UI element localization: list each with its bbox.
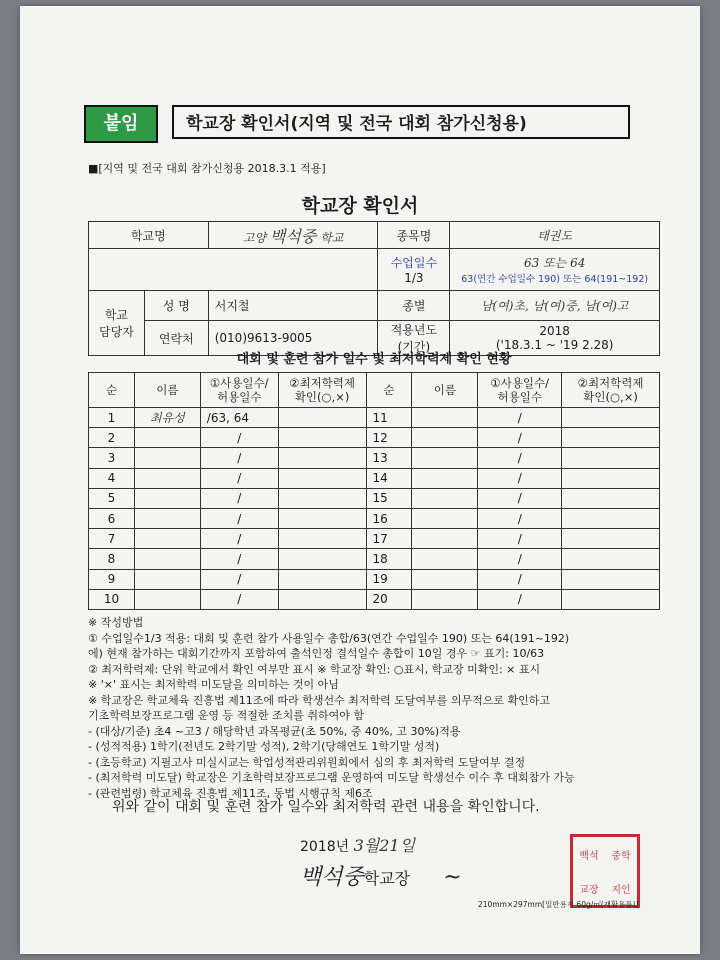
table-row — [89, 508, 660, 528]
contact-value: (010)9613-9005 — [208, 321, 378, 356]
table-row — [89, 488, 660, 508]
instructions — [88, 615, 668, 801]
row-name — [134, 589, 200, 609]
row-no: 13 — [366, 448, 412, 468]
row-days: / — [200, 589, 278, 609]
days-value: 63 또는 64 — [523, 256, 586, 270]
row-no: 7 — [89, 529, 135, 549]
seal-char: 교장 — [579, 884, 599, 896]
row-no: 16 — [366, 508, 412, 528]
school-suffix: 학교 — [320, 230, 344, 245]
row-min — [278, 468, 366, 488]
days-label-cell — [378, 249, 450, 291]
applicable-note: ■[지역 및 전국 대회 참가신청용 2018.3.1 적용] — [88, 162, 326, 175]
manager-label-2: 담당자 — [99, 325, 134, 339]
row-min — [562, 408, 660, 428]
header-title: 학교장 확인서(지역 및 전국 대회 참가신청용) — [172, 105, 630, 139]
row-days: / — [200, 468, 278, 488]
row-name — [412, 448, 478, 468]
row-min — [562, 589, 660, 609]
official-seal-icon — [570, 834, 640, 908]
col-min-header-right — [562, 373, 660, 408]
col-days-header-right — [478, 373, 562, 408]
row-min — [278, 508, 366, 528]
col-min-header-right-2: 확인(○,×) — [583, 390, 638, 404]
row-days: / — [478, 589, 562, 609]
document-title: 학교장 확인서 — [301, 195, 419, 217]
row-days: / — [478, 549, 562, 569]
date-year: 2018년 — [300, 839, 350, 855]
col-no-header: 순 — [89, 373, 135, 408]
row-name — [134, 428, 200, 448]
col-days-header-right-1: ①사용일수/ — [490, 376, 550, 390]
row-no: 18 — [366, 549, 412, 569]
row-no: 14 — [366, 468, 412, 488]
table-row — [89, 589, 660, 609]
row-days: / — [200, 529, 278, 549]
table-row — [89, 529, 660, 549]
confirmation-text: 위와 같이 대회 및 훈련 참가 일수와 최저학력 관련 내용을 확인합니다. — [112, 799, 540, 815]
row-no: 3 — [89, 448, 135, 468]
info-table — [88, 221, 660, 356]
row-no: 5 — [89, 488, 135, 508]
signature-mark-icon: ~ — [443, 865, 462, 890]
signer-handwritten-name: 백석중 — [300, 865, 364, 890]
note-line: ② 최저학력제: 단위 학교에서 확인 여부만 표시 ※ 학교장 확인: ○표시, 학교장 미확인: × 표시 — [88, 662, 541, 676]
row-min — [562, 549, 660, 569]
row-no: 9 — [89, 569, 135, 589]
note-line: ※ '×' 표시는 최저학력 미도달을 의미하는 것이 아님 — [88, 678, 339, 691]
days-value-cell — [450, 249, 660, 291]
note-line: - (관련법령) 학교체육 진흥법 제11조, 동법 시행규칙 제6조 — [88, 786, 373, 800]
row-min — [562, 428, 660, 448]
school-name-handwritten: 백석중 — [269, 226, 317, 246]
note-line: - (성적적용) 1학기(전년도 2학기말 성적), 2학기(당해연도 1학기말 성적) — [88, 740, 440, 753]
row-name — [134, 508, 200, 528]
row-min — [278, 589, 366, 609]
row-days: / — [200, 508, 278, 528]
col-days-header — [200, 373, 278, 408]
row-name — [412, 488, 478, 508]
row-days: / — [200, 569, 278, 589]
col-days-header-2: 허용일수 — [217, 390, 262, 404]
year-label-2: (기간) — [397, 340, 431, 354]
row-name — [134, 569, 200, 589]
row-min — [562, 448, 660, 468]
row-min — [562, 529, 660, 549]
col-days-header-right-2: 허용일수 — [497, 390, 542, 404]
manager-label-1: 학교 — [104, 308, 129, 322]
row-no: 10 — [89, 589, 135, 609]
row-min — [562, 508, 660, 528]
col-name-header-right: 이름 — [412, 373, 478, 408]
sport-label: 종목명 — [378, 222, 450, 249]
signer — [300, 860, 462, 891]
row-name — [412, 408, 478, 428]
note-line: ① 수업일수1/3 적용: 대회 및 훈련 참가 사용일수 총합/63(연간 수업일수 190) 또는 64(191~192) — [88, 631, 570, 645]
row-name — [134, 448, 200, 468]
row-min — [278, 448, 366, 468]
days-fraction: 1/3 — [404, 271, 424, 285]
row-min — [278, 428, 366, 448]
row-name — [134, 468, 200, 488]
note-line: 기초학력보장프로그램 운영 등 적절한 조치를 취하여야 함 — [88, 709, 365, 722]
col-no-header-right: 순 — [366, 373, 412, 408]
row-name — [134, 549, 200, 569]
col-min-header-2: 확인(○,×) — [294, 390, 350, 404]
note-line: - (최저학력 미도달) 학교장은 기초학력보장프로그램 운영하여 미도달 학생선수 이수 후 대회참가 가능 — [88, 771, 575, 784]
row-min — [278, 529, 366, 549]
row-no: 15 — [366, 488, 412, 508]
contact-label: 연락처 — [144, 321, 208, 356]
row-days: / — [478, 408, 562, 428]
col-name-header: 이름 — [134, 373, 200, 408]
col-days-header-1: ①사용일수/ — [209, 376, 269, 390]
issue-date — [300, 833, 415, 856]
row-name — [412, 549, 478, 569]
row-min — [278, 488, 366, 508]
sport-value: 태권도 — [450, 222, 660, 249]
row-min — [278, 569, 366, 589]
note-line: 에) 현재 참가하는 대회기간까지 포함하여 출석인정 결석일수 총합이 10일 경우 ☞ 표기: 10/63 — [88, 647, 545, 660]
school-label: 학교명 — [89, 222, 209, 249]
row-days: / — [478, 428, 562, 448]
row-days: / — [478, 508, 562, 528]
row-days: / — [478, 569, 562, 589]
days-label: 수업일수 — [390, 256, 438, 270]
table-row — [89, 549, 660, 569]
note-line: ※ 학교장은 학교체육 진흥법 제11조에 따라 학생선수 최저학력 도달여부를 의무적으로 확인하고 — [88, 693, 550, 707]
row-min — [278, 408, 366, 428]
days-note: 63(연간 수업일수 190) 또는 64(191~192) — [461, 274, 649, 285]
table-row — [89, 428, 660, 448]
date-month-day: 3월21일 — [353, 836, 416, 855]
row-no: 6 — [89, 508, 135, 528]
year-label-1: 적용년도 — [390, 323, 438, 337]
row-name — [412, 529, 478, 549]
col-min-header-1: ②최저학력제 — [289, 376, 356, 390]
row-no: 4 — [89, 468, 135, 488]
header — [84, 105, 634, 145]
row-no: 1 — [89, 408, 135, 428]
table-row — [89, 569, 660, 589]
note-line: ※ 작성방법 — [88, 616, 144, 629]
table-row — [89, 408, 660, 428]
row-min — [278, 549, 366, 569]
signer-role: 학교장 — [363, 869, 411, 888]
year-period: ('18.3.1 ~ '19 2.28) — [495, 338, 614, 352]
row-name — [134, 488, 200, 508]
attachment-tag: 붙임 — [84, 105, 158, 143]
col-min-header — [278, 373, 366, 408]
row-name — [412, 589, 478, 609]
seal-char: 지인 — [611, 884, 631, 896]
seal-char: 백석 — [579, 850, 599, 862]
row-no: 12 — [366, 428, 412, 448]
row-no: 11 — [366, 408, 412, 428]
table-row — [89, 468, 660, 488]
note-line: - (대상/기준) 초4 ~고3 / 해당학년 과목평균(초 50%, 중 40%, 고 30%)적용 — [88, 724, 461, 738]
manager-label-cell — [89, 291, 145, 356]
section-title: 대회 및 훈련 참가 일수 및 최저학력제 확인 현황 — [236, 352, 512, 367]
row-days: /63, 64 — [200, 408, 278, 428]
gender-value: 남(여)초, 남(여)중, 남(여)고 — [450, 291, 660, 321]
row-days: / — [478, 488, 562, 508]
row-days: / — [200, 549, 278, 569]
row-days: / — [478, 448, 562, 468]
row-days: / — [200, 488, 278, 508]
school-name-cell — [208, 222, 378, 249]
row-no: 2 — [89, 428, 135, 448]
row-min — [562, 488, 660, 508]
row-min — [562, 468, 660, 488]
row-name — [412, 428, 478, 448]
name-label: 성 명 — [144, 291, 208, 321]
row-name — [412, 569, 478, 589]
row-no: 19 — [366, 569, 412, 589]
year-value: 2018 — [539, 324, 570, 338]
seal-char: 중학 — [611, 850, 631, 862]
row-name — [412, 508, 478, 528]
row-name — [134, 529, 200, 549]
row-min — [562, 569, 660, 589]
row-name — [412, 468, 478, 488]
row-no: 8 — [89, 549, 135, 569]
paper-spec-footer: 210mm×297mm[일반용지 60g/㎡(재활용품)] — [478, 900, 639, 909]
row-days: / — [200, 428, 278, 448]
row-no: 20 — [366, 589, 412, 609]
school-region: 고양 — [242, 230, 267, 245]
grid-header-row — [89, 373, 660, 408]
row-name: 최유성 — [134, 408, 200, 428]
gender-label: 종별 — [378, 291, 450, 321]
name-value: 서지철 — [208, 291, 378, 321]
table-row — [89, 448, 660, 468]
note-line: - (초등학교) 지필고사 미실시교는 학업성적관리위원회에서 심의 후 최저학력 도달여부 결정 — [88, 755, 526, 769]
row-days: / — [478, 468, 562, 488]
col-min-header-right-1: ②최저학력제 — [577, 376, 644, 390]
row-no: 17 — [366, 529, 412, 549]
participation-table — [88, 372, 660, 610]
row-days: / — [200, 448, 278, 468]
row-days: / — [478, 529, 562, 549]
